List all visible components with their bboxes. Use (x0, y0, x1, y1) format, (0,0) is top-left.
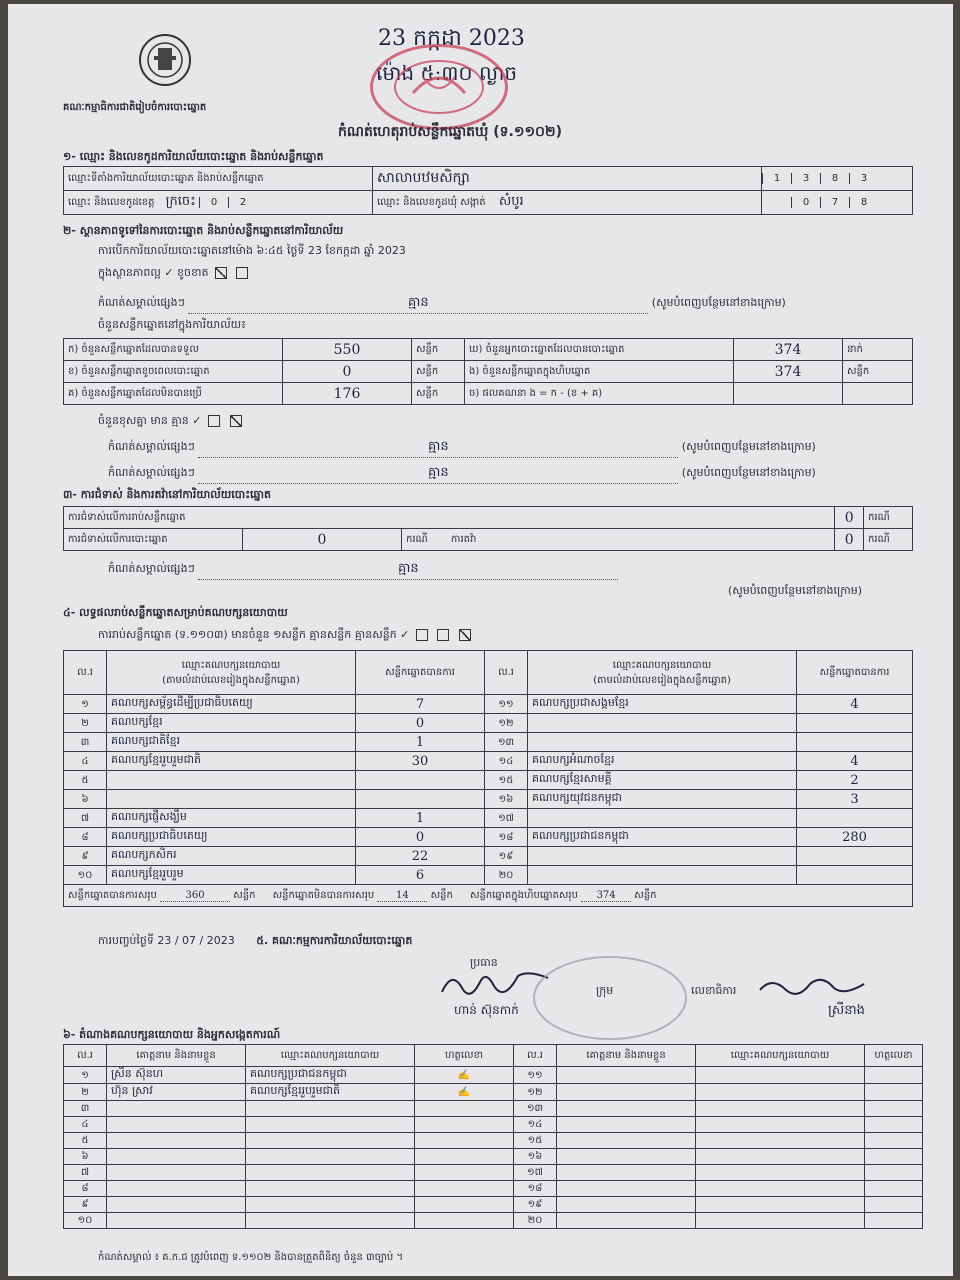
section6-title: ៦- តំណាងគណបក្សនយោបាយ និងអ្នកសង្កេតការណ៍ (63, 1028, 281, 1041)
check-line-text: ចំនួនខុសគ្នា មាន គ្មាន ✓ (98, 414, 202, 427)
rep-party (696, 1084, 865, 1101)
commune-code-digit: 8 (849, 197, 878, 208)
rep-no: ១៥ (514, 1133, 557, 1149)
rep-name (107, 1181, 246, 1197)
results-col-party-label: ឈ្មោះគណបក្សនយោបាយ (181, 659, 281, 671)
rep-party (246, 1181, 415, 1197)
section2-remarks (98, 294, 918, 314)
rep-no: ១១ (514, 1067, 557, 1084)
rep-party (696, 1165, 865, 1181)
count-right-label: ង) ចំនួនសន្លឹកឆ្នោតក្នុងហិបឆ្នោត (465, 361, 734, 383)
result-no: ២ (64, 714, 107, 733)
count-unit: សន្លឹក (412, 361, 465, 383)
rep-no: ១៩ (514, 1197, 557, 1213)
result-no: ៣ (64, 733, 107, 752)
result-party (528, 714, 797, 733)
complaint-label-text: ការតវ៉ា (450, 534, 477, 545)
reps-col-party: ឈ្មោះគណបក្សនយោបាយ (246, 1045, 415, 1067)
reps-col-name: គោត្តនាម និងនាមខ្លួន (107, 1045, 246, 1067)
rep-name (557, 1165, 696, 1181)
count-right-unit: សន្លឹក (843, 361, 913, 383)
location-code-digit: 1 (762, 173, 791, 184)
handwritten-time: ម៉ោង ៥:៣០ ល្ងាច (376, 61, 518, 85)
result-votes (797, 809, 913, 828)
rep-name (107, 1101, 246, 1117)
rep-party (696, 1213, 865, 1229)
result-party: គណបក្សខ្មែររួបរួមជាតិ (107, 752, 356, 771)
result-no: ១៥ (485, 771, 528, 790)
section1-row2-label (64, 191, 373, 215)
results-col-party-right-sub: (តាមលំដាប់លេខរៀងក្នុងសន្លឹកឆ្នោត) (593, 674, 731, 686)
result-no: ៥ (64, 771, 107, 790)
results-row (64, 771, 913, 790)
rep-party (696, 1197, 865, 1213)
rep-name (107, 1133, 246, 1149)
secretary-name: ស្រីនាង (828, 1003, 865, 1018)
section1-table (63, 166, 913, 215)
count-unit: សន្លឹក (412, 339, 465, 361)
commune-code-digit: 7 (820, 197, 849, 208)
result-no: ៧ (64, 809, 107, 828)
count-right-value: 374 (734, 339, 843, 361)
section3-remarks-value: គ្មាន (198, 560, 618, 580)
counts-intro: ចំនួនសន្លឹកឆ្នោតនៅក្នុងការិយាល័យ៖ (98, 318, 246, 331)
seal-good-checkbox (215, 267, 227, 279)
results-col-party-sub: (តាមលំដាប់លេខរៀងក្នុងសន្លឹកឆ្នោត) (162, 674, 300, 686)
official-red-stamp (370, 44, 508, 130)
remarks2-label: កំណត់សម្គាល់ផ្សេងៗ (108, 440, 195, 453)
rep-signature (865, 1067, 923, 1084)
result-party (528, 847, 797, 866)
count-right-value: 374 (734, 361, 843, 383)
commune-code (762, 191, 913, 215)
count-row (64, 383, 913, 405)
reps-col-sign: ហត្ថលេខា (415, 1045, 514, 1067)
results-row (64, 866, 913, 885)
rep-name: ហ៊ុន ស្រាវ (107, 1084, 246, 1101)
count-right-label: ច) ផលគណនា ង = ក - (ខ + គ) (465, 383, 734, 405)
rep-row (64, 1149, 923, 1165)
result-no: ១៣ (485, 733, 528, 752)
rep-signature (415, 1133, 514, 1149)
rep-row (64, 1084, 923, 1101)
results-row (64, 752, 913, 771)
commune-name: សំបូរ (498, 194, 524, 209)
rep-party: គណបក្សខ្មែររួបរួមជាតិ (246, 1084, 415, 1101)
remarks2-value: គ្មាន (198, 438, 678, 458)
count-right-label: ឃ) ចំនួនអ្នកបោះឆ្នោតដែលបានបោះឆ្នោត (465, 339, 734, 361)
result-no: ១៧ (485, 809, 528, 828)
seal-bad-checkbox (236, 267, 248, 279)
result-no: ៤ (64, 752, 107, 771)
result-votes: 2 (797, 771, 913, 790)
results-row (64, 790, 913, 809)
result-party: គណបក្សខ្មែរសាមគ្គី (528, 771, 797, 790)
result-party (528, 866, 797, 885)
invalid-total-value: 14 (377, 890, 427, 902)
location-name: សាលាបឋមសិក្សា (373, 167, 762, 191)
rep-row (64, 1181, 923, 1197)
results-col-votes-right: សន្លឹកឆ្នោតបានការ (797, 651, 913, 695)
result-no: ៩ (64, 847, 107, 866)
discrepancy-no-checkbox (230, 415, 242, 427)
result-no: ១៨ (485, 828, 528, 847)
count-value: 550 (283, 339, 412, 361)
objection-count-label: ការជំទាស់លើការរាប់សន្លឹកឆ្នោត (64, 507, 835, 529)
remarks3-hint: (សូមបំពេញបន្ថែមនៅខាងក្រោម) (681, 466, 816, 479)
sheet-option-1-checkbox (416, 629, 428, 641)
count-unit: សន្លឹក (412, 383, 465, 405)
objection-count-value: 0 (835, 507, 864, 529)
rep-signature: ✍ (415, 1084, 514, 1101)
rep-name (557, 1213, 696, 1229)
rep-party (696, 1101, 865, 1117)
section3-hint: (សូមបំពេញបន្ថែមនៅខាងក្រោម) (728, 584, 863, 597)
rep-no: ៣ (64, 1101, 107, 1117)
rep-signature (415, 1165, 514, 1181)
rep-party (246, 1213, 415, 1229)
section3-title: ៣- ការជំទាស់ និងការតវ៉ានៅការិយាល័យបោះឆ្នោត (63, 488, 272, 501)
rep-signature (415, 1213, 514, 1229)
rep-party (246, 1117, 415, 1133)
results-row (64, 809, 913, 828)
result-party: គណបក្សអំណាចខ្មែរ (528, 752, 797, 771)
rep-party (246, 1165, 415, 1181)
rep-party (246, 1101, 415, 1117)
valid-total-unit: សន្លឹក (233, 890, 256, 901)
result-votes: 4 (797, 695, 913, 714)
rep-signature (865, 1084, 923, 1101)
rep-no: ១ (64, 1067, 107, 1084)
section4-intro (98, 628, 474, 644)
rep-no: ៤ (64, 1117, 107, 1133)
results-row (64, 714, 913, 733)
count-value: 176 (283, 383, 412, 405)
rep-signature (865, 1165, 923, 1181)
rep-party (246, 1149, 415, 1165)
rep-name (107, 1149, 246, 1165)
result-party: គណបក្សសម្ព័ន្ធដើម្បីប្រជាធិបតេយ្យ (107, 695, 356, 714)
chief-name: ហាន់ ស៊ុនកាក់ (454, 1003, 519, 1017)
result-party: គណបក្សប្រជាធិបតេយ្យ (107, 828, 356, 847)
result-no: ១១ (485, 695, 528, 714)
voting-objection-unit: ករណី (406, 534, 428, 545)
result-no: ១២ (485, 714, 528, 733)
rep-signature (865, 1133, 923, 1149)
remarks3-value: គ្មាន (198, 464, 678, 484)
results-col-party-right-label: ឈ្មោះគណបក្សនយោបាយ (612, 659, 712, 671)
rep-row (64, 1067, 923, 1084)
box-total-value: 374 (581, 890, 631, 902)
result-party: គណបក្សខ្មែររួបរួម (107, 866, 356, 885)
result-votes: 30 (356, 752, 485, 771)
seal-status (98, 266, 918, 282)
rep-name: ស្រីន ស៊ុនហ (107, 1067, 246, 1084)
rep-no: ៦ (64, 1149, 107, 1165)
result-votes: 4 (797, 752, 913, 771)
results-col-votes: សន្លឹកឆ្នោតបានការ (356, 651, 485, 695)
result-no: ១៦ (485, 790, 528, 809)
rep-name (557, 1101, 696, 1117)
result-votes (797, 866, 913, 885)
result-votes (797, 733, 913, 752)
rep-name (107, 1117, 246, 1133)
rep-name (557, 1149, 696, 1165)
section1-row1-label: ឈ្មោះទីតាំងការិយាល័យបោះឆ្នោត និងរាប់សន្លឹកឆ្នោត (64, 167, 373, 191)
chief-label: ប្រធាន (470, 956, 498, 969)
reps-col-sign-right: ហត្ថលេខា (865, 1045, 923, 1067)
invalid-total-unit: សន្លឹក (430, 890, 453, 901)
complaint-value: 0 (835, 529, 864, 551)
rep-no: ១២ (514, 1084, 557, 1101)
count-label: ខ) ចំនួនសន្លឹកឆ្នោតខូចពេលបោះឆ្នោត (64, 361, 283, 383)
rep-signature (865, 1213, 923, 1229)
rep-party (696, 1133, 865, 1149)
gray-stamp (533, 956, 687, 1040)
result-party (107, 790, 356, 809)
result-votes: 22 (356, 847, 485, 866)
rep-no: ៩ (64, 1197, 107, 1213)
reps-col-name-right: គោត្តនាម និងនាមខ្លួន (557, 1045, 696, 1067)
rep-no: ២០ (514, 1213, 557, 1229)
rep-signature (865, 1181, 923, 1197)
result-votes: 7 (356, 695, 485, 714)
objection-count-unit: ករណី (864, 507, 913, 529)
committee-line: ៥. គណៈកម្មការការិយាល័យបោះឆ្នោត (256, 934, 413, 947)
result-party (107, 771, 356, 790)
location-code (762, 167, 913, 191)
rep-row (64, 1117, 923, 1133)
result-votes (356, 790, 485, 809)
member-label: ក្រុម (596, 984, 614, 997)
voting-objection-label: ការជំទាស់លើការបោះឆ្នោត (64, 529, 243, 551)
remarks3-label: កំណត់សម្គាល់ផ្សេងៗ (108, 466, 195, 479)
result-votes: 3 (797, 790, 913, 809)
rep-row (64, 1165, 923, 1181)
count-label: ក) ចំនួនសន្លឹកឆ្នោតដែលបានទទួល (64, 339, 283, 361)
rep-signature (415, 1101, 514, 1117)
sheet-option-2-checkbox (437, 629, 449, 641)
ministry-line: គណៈកម្មាធិការជាតិរៀបចំការបោះឆ្នោត (63, 102, 207, 113)
section2-title: ២- ស្ថានភាពទូទៅនៃការបោះឆ្នោត និងរាប់សន្លឹកឆ្នោតនៅការិយាល័យ (63, 224, 344, 237)
rep-no: ១៧ (514, 1165, 557, 1181)
valid-total-value: 360 (160, 890, 230, 902)
results-row (64, 847, 913, 866)
rep-signature (865, 1117, 923, 1133)
rep-signature (415, 1181, 514, 1197)
result-votes: 280 (797, 828, 913, 847)
result-no: ១០ (64, 866, 107, 885)
result-party: គណបក្សប្រជាជនកម្ពុជា (528, 828, 797, 847)
section3-remarks-label: កំណត់សម្គាល់ផ្សេងៗ (108, 562, 195, 575)
count-row (64, 339, 913, 361)
results-col-no-right: ល.រ (485, 651, 528, 695)
reps-col-party-right: ឈ្មោះគណបក្សនយោបាយ (696, 1045, 865, 1067)
results-totals (64, 885, 913, 907)
rep-signature (415, 1117, 514, 1133)
result-votes: 6 (356, 866, 485, 885)
results-row (64, 695, 913, 714)
results-col-party-right (528, 651, 797, 695)
result-party: គណបក្សផ្ញើសង្ឃឹម (107, 809, 356, 828)
rep-signature (865, 1101, 923, 1117)
reps-col-no: ល.រ (64, 1045, 107, 1067)
results-row (64, 733, 913, 752)
location-code-digit: 3 (849, 173, 878, 184)
result-party: គណបក្សយុវជនកម្ពុជា (528, 790, 797, 809)
count-right-unit (843, 383, 913, 405)
rep-name (107, 1197, 246, 1213)
rep-no: ១៣ (514, 1101, 557, 1117)
rep-no: ២ (64, 1084, 107, 1101)
rep-name (557, 1181, 696, 1197)
result-votes: 0 (356, 828, 485, 847)
rep-no: ៧ (64, 1165, 107, 1181)
rep-no: ១០ (64, 1213, 107, 1229)
location-code-digit: 3 (791, 173, 820, 184)
count-value: 0 (283, 361, 412, 383)
rep-no: ១៦ (514, 1149, 557, 1165)
rep-party (696, 1067, 865, 1084)
remarks-label: កំណត់សម្គាល់ផ្សេងៗ (98, 296, 185, 309)
location-code-digit: 8 (820, 173, 849, 184)
rep-row (64, 1133, 923, 1149)
section2-remarks3 (108, 464, 816, 484)
remarks2-hint: (សូមបំពេញបន្ថែមនៅខាងក្រោម) (681, 440, 816, 453)
document-page (8, 4, 953, 1276)
rep-party (246, 1197, 415, 1213)
rep-no: ៥ (64, 1133, 107, 1149)
rep-party: គណបក្សប្រជាជនកម្ពុជា (246, 1067, 415, 1084)
remarks-hint: (សូមបំពេញបន្ថែមនៅខាងក្រោម) (651, 296, 786, 309)
secretary-label: លេខាធិការ (691, 984, 737, 997)
rep-party (246, 1133, 415, 1149)
valid-total-label: សន្លឹកឆ្នោតបានការសរុប (68, 890, 157, 901)
footer-note: កំណត់សម្គាល់ ៖ គ.ក.ជ ត្រូវបំពេញ ទ.១១០២ និងបានត្រួតពិនិត្យ ចំនួន ៣ច្បាប់ ។ (98, 1252, 404, 1263)
rep-party (696, 1117, 865, 1133)
rep-row (64, 1213, 923, 1229)
reps-col-no-right: ល.រ (514, 1045, 557, 1067)
rep-no: ១៤ (514, 1117, 557, 1133)
complaint-label (402, 529, 835, 551)
result-votes (356, 771, 485, 790)
closing-date-line (98, 934, 412, 950)
result-no: ៦ (64, 790, 107, 809)
rep-name (557, 1117, 696, 1133)
commune-label: ឈ្មោះ និងលេខកូដឃុំ សង្កាត់ (377, 197, 486, 208)
handwritten-date: 23 កក្កដា 2023 (378, 26, 525, 51)
rep-row (64, 1101, 923, 1117)
result-no: ១ (64, 695, 107, 714)
section2-remarks2 (108, 438, 816, 458)
result-party (528, 733, 797, 752)
province-code-digit: 0 (199, 197, 228, 208)
rep-no: ៨ (64, 1181, 107, 1197)
section3-table (63, 506, 913, 551)
rep-name (557, 1067, 696, 1084)
results-row (64, 828, 913, 847)
rep-signature (415, 1197, 514, 1213)
section4-intro-text: ការរាប់សន្លឹកឆ្នោត (ទ.១១០៣) មានចំនួន ១សន្លឹក គ្មានសន្លឹក គ្មានសន្លឹក ✓ (98, 628, 410, 641)
rep-party (696, 1181, 865, 1197)
commune-cell (373, 191, 762, 215)
province-name: ក្រចេះ (165, 194, 196, 209)
check-line (98, 414, 245, 430)
result-party (528, 809, 797, 828)
rep-signature (865, 1149, 923, 1165)
voting-objection-value: 0 (243, 529, 402, 551)
seal-text: ក្នុងស្ថានភាពល្អ ✓ ខូចខាត (98, 266, 209, 279)
results-table (63, 650, 913, 907)
closing-date: ការបញ្ចប់ថ្ងៃទី 23 / 07 / 2023 (98, 934, 235, 947)
result-party: គណបក្សកសិករ (107, 847, 356, 866)
province-code-digit: 2 (228, 197, 257, 208)
rep-row (64, 1197, 923, 1213)
rep-no: ១៨ (514, 1181, 557, 1197)
commune-code-digit: 0 (791, 197, 820, 208)
complaint-unit: ករណី (864, 529, 913, 551)
remarks-value: គ្មាន (188, 294, 648, 314)
results-col-no: ល.រ (64, 651, 107, 695)
section3-remarks (108, 560, 618, 580)
box-total-label: សន្លឹកឆ្នោតក្នុងហិបឆ្នោតសរុប (470, 890, 578, 901)
sheet-option-3-checkbox (459, 629, 471, 641)
rep-signature (415, 1149, 514, 1165)
count-row (64, 361, 913, 383)
section4-title: ៤- លទ្ធផលរាប់សន្លឹកឆ្នោតសម្រាប់គណបក្សនយោបាយ (63, 606, 288, 619)
count-right-unit: នាក់ (843, 339, 913, 361)
form-title: កំណត់ហេតុរាប់សន្លឹកឆ្នោតឃុំ (ទ.១១០២) (338, 124, 562, 140)
count-label: គ) ចំនួនសន្លឹកឆ្នោតដែលមិនបានប្រើ (64, 383, 283, 405)
invalid-total-label: សន្លឹកឆ្នោតមិនបានការសរុប (272, 890, 375, 901)
result-party: គណបក្សខ្មែរ (107, 714, 356, 733)
rep-name (557, 1197, 696, 1213)
representatives-table (63, 1044, 923, 1229)
result-no: ១៤ (485, 752, 528, 771)
results-col-party (107, 651, 356, 695)
rep-signature: ✍ (415, 1067, 514, 1084)
counts-table (63, 338, 913, 405)
count-right-value (734, 383, 843, 405)
box-total-unit: សន្លឹក (634, 890, 657, 901)
result-votes: 1 (356, 733, 485, 752)
result-votes (797, 714, 913, 733)
result-party: គណបក្សប្រជាសង្គមខ្មែរ (528, 695, 797, 714)
result-votes: 1 (356, 809, 485, 828)
result-no: ២០ (485, 866, 528, 885)
result-votes: 0 (356, 714, 485, 733)
secretary-signature (758, 970, 868, 1003)
province-label: ឈ្មោះ និងលេខកូដខេត្ត (68, 197, 155, 208)
rep-name (107, 1213, 246, 1229)
rep-party (696, 1149, 865, 1165)
result-no: ៨ (64, 828, 107, 847)
rep-name (557, 1084, 696, 1101)
section1-title: ១- ឈ្មោះ និងលេខកូដការិយាល័យបោះឆ្នោត និងរាប់សន្លឹកឆ្នោត (63, 150, 324, 163)
result-votes (797, 847, 913, 866)
discrepancy-yes-checkbox (208, 415, 220, 427)
emblem-logo (138, 32, 192, 92)
rep-signature (865, 1197, 923, 1213)
opening-text: ការបើកការិយាល័យបោះឆ្នោតនៅម៉ោង ៦:៤៥ ថ្ងៃទី 23 ខែកក្កដា ឆ្នាំ 2023 (98, 244, 406, 257)
result-no: ១៩ (485, 847, 528, 866)
result-party: គណបក្សជាតិខ្មែរ (107, 733, 356, 752)
rep-name (557, 1133, 696, 1149)
rep-name (107, 1165, 246, 1181)
